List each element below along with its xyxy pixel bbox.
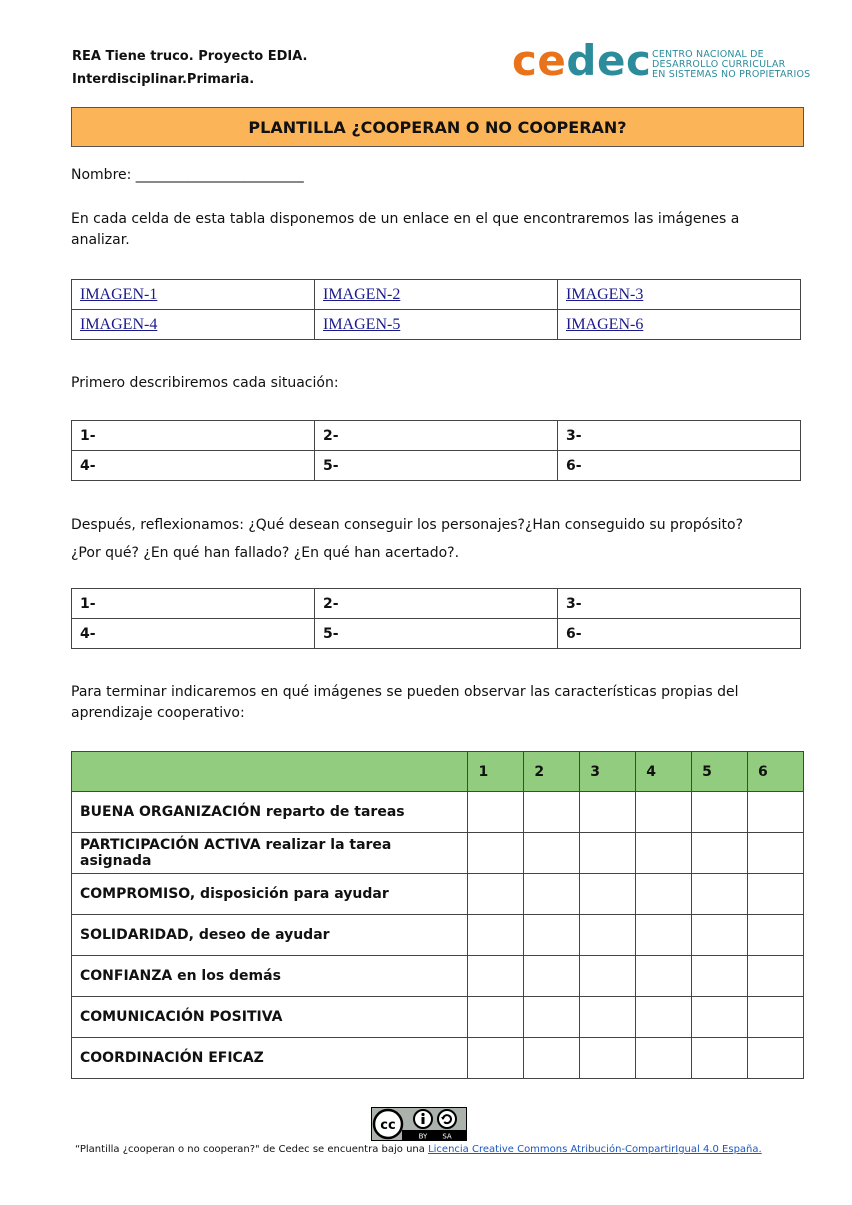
logo-word-part2: dec	[566, 36, 652, 85]
check-cell[interactable]	[468, 915, 524, 956]
criteria-label-bold: COMPROMISO,	[80, 886, 196, 902]
nombre-field: Nombre: ________________________	[71, 167, 304, 183]
reflect-cell-2[interactable]: 2-	[315, 589, 558, 619]
link-cell	[72, 310, 315, 340]
check-cell[interactable]	[524, 792, 580, 833]
criteria-label-rest: realizar la tarea asignada	[80, 837, 392, 869]
criteria-col-3: 3	[580, 752, 636, 792]
criteria-col-1: 1	[468, 752, 524, 792]
link-cell	[315, 310, 558, 340]
criteria-label	[72, 1038, 468, 1079]
check-cell[interactable]	[468, 956, 524, 997]
check-cell[interactable]	[636, 997, 692, 1038]
check-cell[interactable]	[748, 997, 804, 1038]
header-area-line: Interdisciplinar.Primaria.	[72, 72, 255, 87]
check-cell[interactable]	[692, 833, 748, 874]
check-cell[interactable]	[692, 915, 748, 956]
criteria-label-bold: CONFIANZA	[80, 968, 173, 984]
logo-sub-line3: EN SISTEMAS NO PROPIETARIOS	[652, 69, 811, 80]
check-cell[interactable]	[468, 833, 524, 874]
reflect-cell-1[interactable]: 1-	[72, 589, 315, 619]
check-cell[interactable]	[468, 1038, 524, 1079]
logo-word-part1: ce	[512, 36, 567, 85]
reflect-question-2: ¿Por qué? ¿En qué han fallado? ¿En qué han acertado?.	[71, 545, 460, 561]
check-cell[interactable]	[524, 915, 580, 956]
link-cell	[72, 280, 315, 310]
describe-cell-4[interactable]: 4-	[72, 451, 315, 481]
check-cell[interactable]	[692, 997, 748, 1038]
criteria-col-6: 6	[748, 752, 804, 792]
check-cell[interactable]	[692, 874, 748, 915]
image-link-3[interactable]: IMAGEN-3	[566, 285, 644, 303]
criteria-row	[72, 956, 804, 997]
criteria-row	[72, 833, 804, 874]
logo-sub-line2: DESARROLLO CURRICULAR	[652, 59, 786, 70]
link-cell	[558, 310, 801, 340]
criteria-label-rest: disposición para ayudar	[195, 886, 389, 902]
criteria-header-blank	[72, 752, 468, 792]
by-text: BY	[418, 1132, 428, 1140]
criteria-label-bold: COORDINACIÓN EFICAZ	[80, 1050, 264, 1066]
check-cell[interactable]	[692, 1038, 748, 1079]
reflect-table	[71, 588, 801, 649]
image-links-table	[71, 279, 801, 340]
footer-text: “Plantilla ¿cooperan o no cooperan?" de Cedec se encuentra bajo una	[75, 1144, 429, 1155]
check-cell[interactable]	[580, 956, 636, 997]
image-link-2[interactable]: IMAGEN-2	[323, 285, 401, 303]
check-cell[interactable]	[636, 874, 692, 915]
check-cell[interactable]	[580, 833, 636, 874]
check-cell[interactable]	[636, 956, 692, 997]
describe-instruction: Primero describiremos cada situación:	[71, 375, 339, 391]
reflect-cell-4[interactable]: 4-	[72, 619, 315, 649]
cc-license-icon	[372, 1108, 466, 1140]
page-title: PLANTILLA ¿COOPERAN O NO COOPERAN?	[71, 107, 804, 147]
describe-cell-3[interactable]: 3-	[558, 421, 801, 451]
criteria-label	[72, 874, 468, 915]
image-link-4[interactable]: IMAGEN-4	[80, 315, 158, 333]
reflect-cell-5[interactable]: 5-	[315, 619, 558, 649]
check-cell[interactable]	[524, 956, 580, 997]
check-cell[interactable]	[692, 792, 748, 833]
check-cell[interactable]	[748, 792, 804, 833]
image-link-5[interactable]: IMAGEN-5	[323, 315, 401, 333]
cedec-logo	[512, 36, 812, 90]
criteria-header-row	[72, 752, 804, 792]
logo-sub-line1: CENTRO NACIONAL DE	[652, 49, 764, 60]
check-cell[interactable]	[524, 874, 580, 915]
check-cell[interactable]	[636, 833, 692, 874]
check-cell[interactable]	[580, 915, 636, 956]
describe-table	[71, 420, 801, 481]
intro-text: En cada celda de esta tabla disponemos de un enlace en el que encontraremos las imágenes a analizar.	[71, 211, 740, 248]
check-cell[interactable]	[748, 833, 804, 874]
check-cell[interactable]	[580, 1038, 636, 1079]
check-cell[interactable]	[580, 874, 636, 915]
describe-cell-1[interactable]: 1-	[72, 421, 315, 451]
criteria-row	[72, 792, 804, 833]
criteria-label-bold: PARTICIPACIÓN ACTIVA	[80, 837, 261, 853]
check-cell[interactable]	[748, 874, 804, 915]
check-cell[interactable]	[636, 792, 692, 833]
sa-text: SA	[442, 1132, 452, 1140]
criteria-label	[72, 997, 468, 1038]
check-cell[interactable]	[580, 997, 636, 1038]
criteria-col-4: 4	[636, 752, 692, 792]
describe-cell-2[interactable]: 2-	[315, 421, 558, 451]
criteria-label	[72, 792, 468, 833]
criteria-row	[72, 874, 804, 915]
check-cell[interactable]	[524, 1038, 580, 1079]
check-cell[interactable]	[636, 915, 692, 956]
criteria-label-bold: BUENA ORGANIZACIÓN	[80, 804, 262, 820]
criteria-label-bold: COMUNICACIÓN POSITIVA	[80, 1009, 283, 1025]
reflect-cell-3[interactable]: 3-	[558, 589, 801, 619]
image-link-6[interactable]: IMAGEN-6	[566, 315, 644, 333]
criteria-label-rest: reparto de tareas	[261, 804, 405, 820]
criteria-label-rest: deseo de ayudar	[193, 927, 330, 943]
criteria-label-rest: en los demás	[172, 968, 281, 984]
license-footer	[75, 1144, 762, 1155]
license-link[interactable]: Licencia Creative Commons Atribución-CompartirIgual 4.0 España.	[428, 1144, 762, 1155]
check-cell[interactable]	[468, 997, 524, 1038]
final-instruction: Para terminar indicaremos en qué imágenes se pueden observar las características propias del aprendizaje cooperativo:	[71, 684, 739, 721]
describe-cell-5[interactable]: 5-	[315, 451, 558, 481]
check-cell[interactable]	[748, 1038, 804, 1079]
check-cell[interactable]	[692, 956, 748, 997]
criteria-row	[72, 1038, 804, 1079]
link-cell	[315, 280, 558, 310]
cc-by-sa-badge	[371, 1107, 467, 1141]
check-cell[interactable]	[468, 792, 524, 833]
check-cell[interactable]	[580, 792, 636, 833]
criteria-row	[72, 915, 804, 956]
criteria-col-5: 5	[692, 752, 748, 792]
check-cell[interactable]	[524, 997, 580, 1038]
check-cell[interactable]	[636, 1038, 692, 1079]
image-link-1[interactable]: IMAGEN-1	[80, 285, 158, 303]
check-cell[interactable]	[524, 833, 580, 874]
reflect-question-1: Después, reflexionamos: ¿Qué desean conseguir los personajes?¿Han conseguido su propósito?	[71, 517, 744, 533]
criteria-row	[72, 997, 804, 1038]
check-cell[interactable]	[468, 874, 524, 915]
criteria-label	[72, 956, 468, 997]
criteria-label	[72, 915, 468, 956]
header-project-line: REA Tiene truco. Proyecto EDIA.	[72, 49, 308, 64]
criteria-table	[71, 751, 804, 1079]
reflect-cell-6[interactable]: 6-	[558, 619, 801, 649]
link-cell	[558, 280, 801, 310]
criteria-label	[72, 833, 468, 874]
criteria-col-2: 2	[524, 752, 580, 792]
check-cell[interactable]	[748, 956, 804, 997]
describe-cell-6[interactable]: 6-	[558, 451, 801, 481]
cc-text: cc	[380, 1118, 396, 1133]
check-cell[interactable]	[748, 915, 804, 956]
criteria-label-bold: SOLIDARIDAD,	[80, 927, 194, 943]
